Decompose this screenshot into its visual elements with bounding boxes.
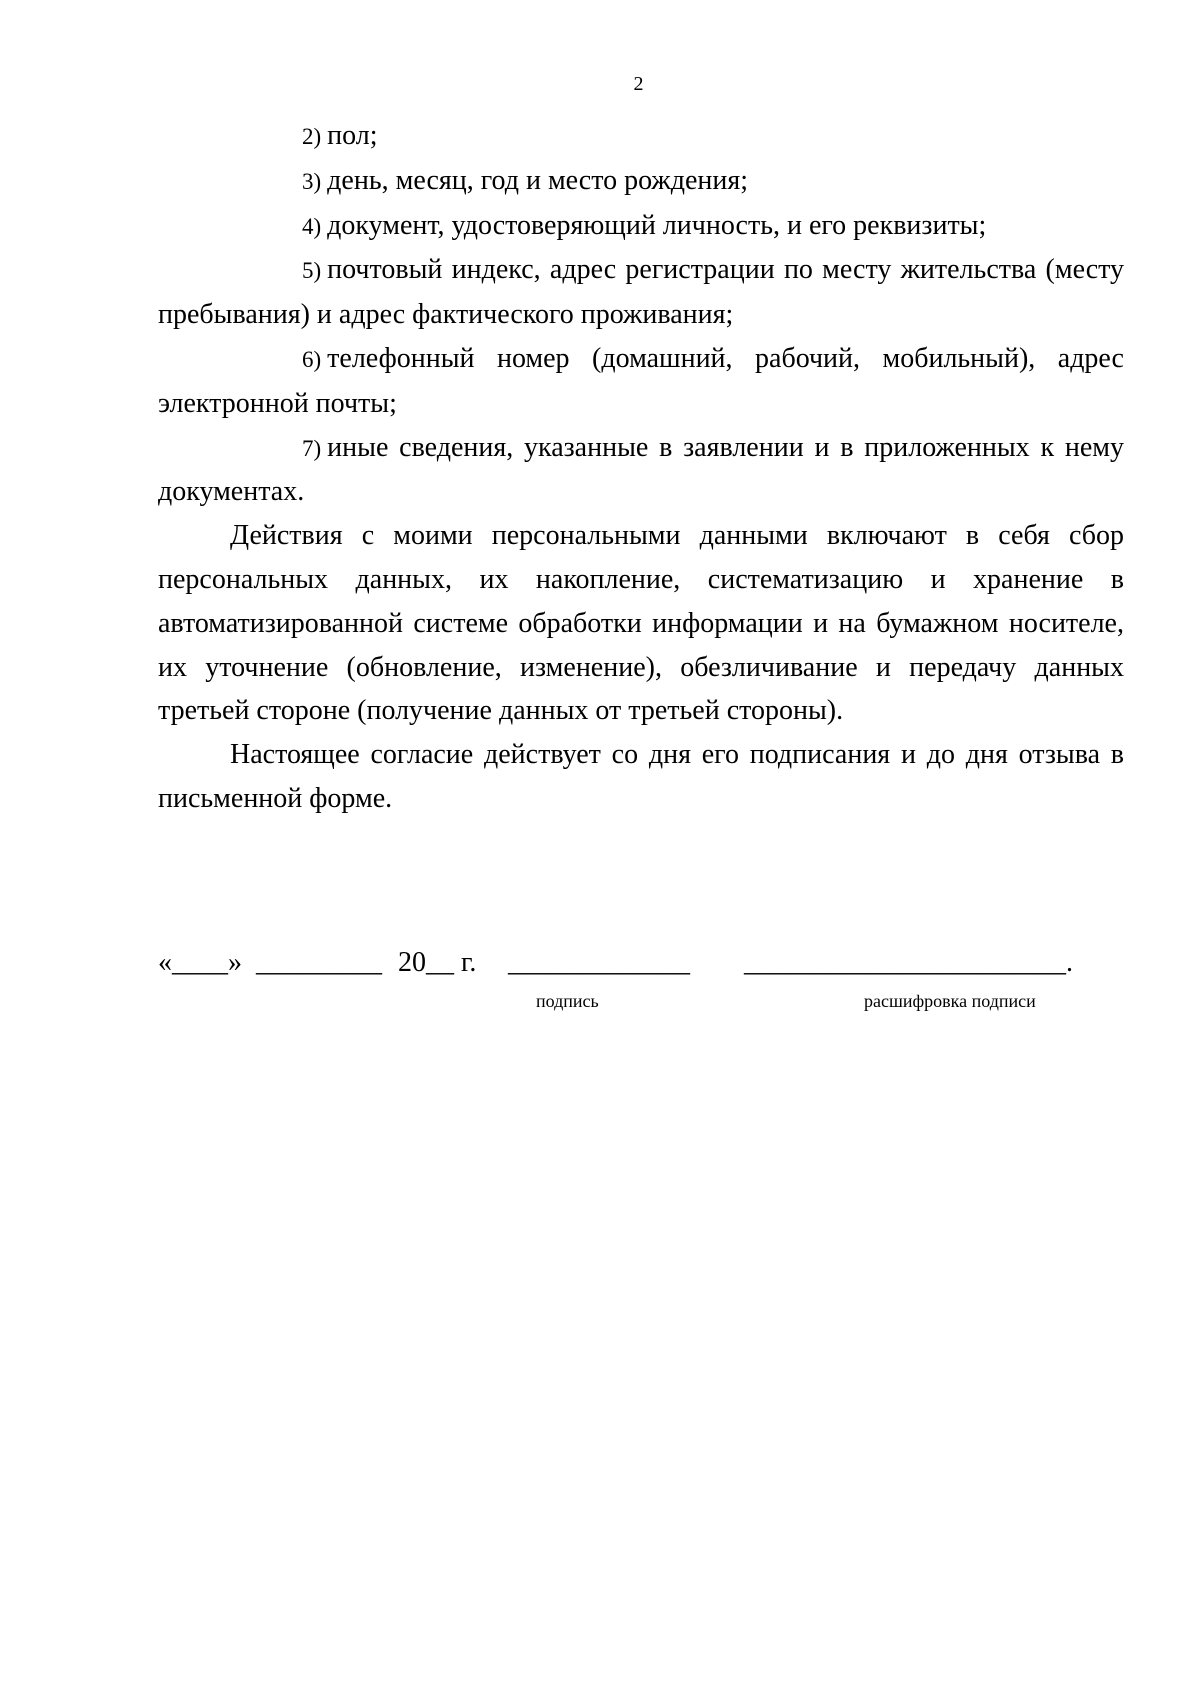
signature-decoding-caption: расшифровка подписи bbox=[864, 991, 1036, 1011]
signature-block bbox=[158, 946, 1124, 1036]
list-item bbox=[158, 426, 1124, 515]
list-item-text: документ, удостоверяющий личность, и его реквизиты; bbox=[327, 209, 987, 241]
date-year-field[interactable]: 20__ г. bbox=[398, 947, 477, 978]
list-item bbox=[158, 204, 1124, 249]
list-item-number: 7) bbox=[302, 435, 322, 461]
list-item-text: иные сведения, указанные в заявлении и в приложенных к нему документах. bbox=[158, 431, 1124, 508]
consent-actions-paragraph: Действия с моими персональными данными включают в себя сбор персональных данных, их накопление, систематизацию и хранение в автоматизированной системе обработки информации и на бумажном носителе, их уточнение (обновление, изменение), обезличивание и передачу данных третьей стороне (получение данных от третьей стороны). bbox=[158, 520, 1124, 727]
list-item bbox=[158, 114, 1124, 159]
list-item-number: 4) bbox=[302, 213, 322, 239]
document-body bbox=[158, 114, 1124, 821]
list-item-number: 3) bbox=[302, 168, 322, 194]
list-item bbox=[158, 248, 1124, 337]
list-item bbox=[158, 337, 1124, 426]
list-item-number: 2) bbox=[302, 124, 322, 149]
list-item-text: почтовый индекс, адрес регистрации по месту жительства (месту пребывания) и адрес фактического проживания; bbox=[158, 254, 1124, 331]
list-item-text: день, месяц, год и место рождения; bbox=[327, 164, 749, 196]
date-day-field[interactable]: «____» bbox=[158, 947, 242, 978]
list-item bbox=[158, 159, 1124, 204]
signature-caption: подпись bbox=[536, 991, 599, 1011]
list-item-number: 5) bbox=[302, 258, 322, 284]
date-month-field[interactable]: _________ bbox=[256, 947, 382, 978]
list-item-text: телефонный номер (домашний, рабочий, мобильный), адрес электронной почты; bbox=[158, 342, 1124, 419]
signature-line[interactable]: _____________ bbox=[508, 947, 690, 978]
list-item-number: 6) bbox=[302, 346, 322, 372]
page-number: 2 bbox=[633, 73, 644, 95]
list-item-text: пол; bbox=[327, 120, 378, 151]
signature-decoding-line[interactable]: _______________________. bbox=[744, 947, 1073, 978]
consent-validity-paragraph: Настоящее согласие действует со дня его подписания и до дня отзыва в письменной форме. bbox=[158, 739, 1124, 814]
